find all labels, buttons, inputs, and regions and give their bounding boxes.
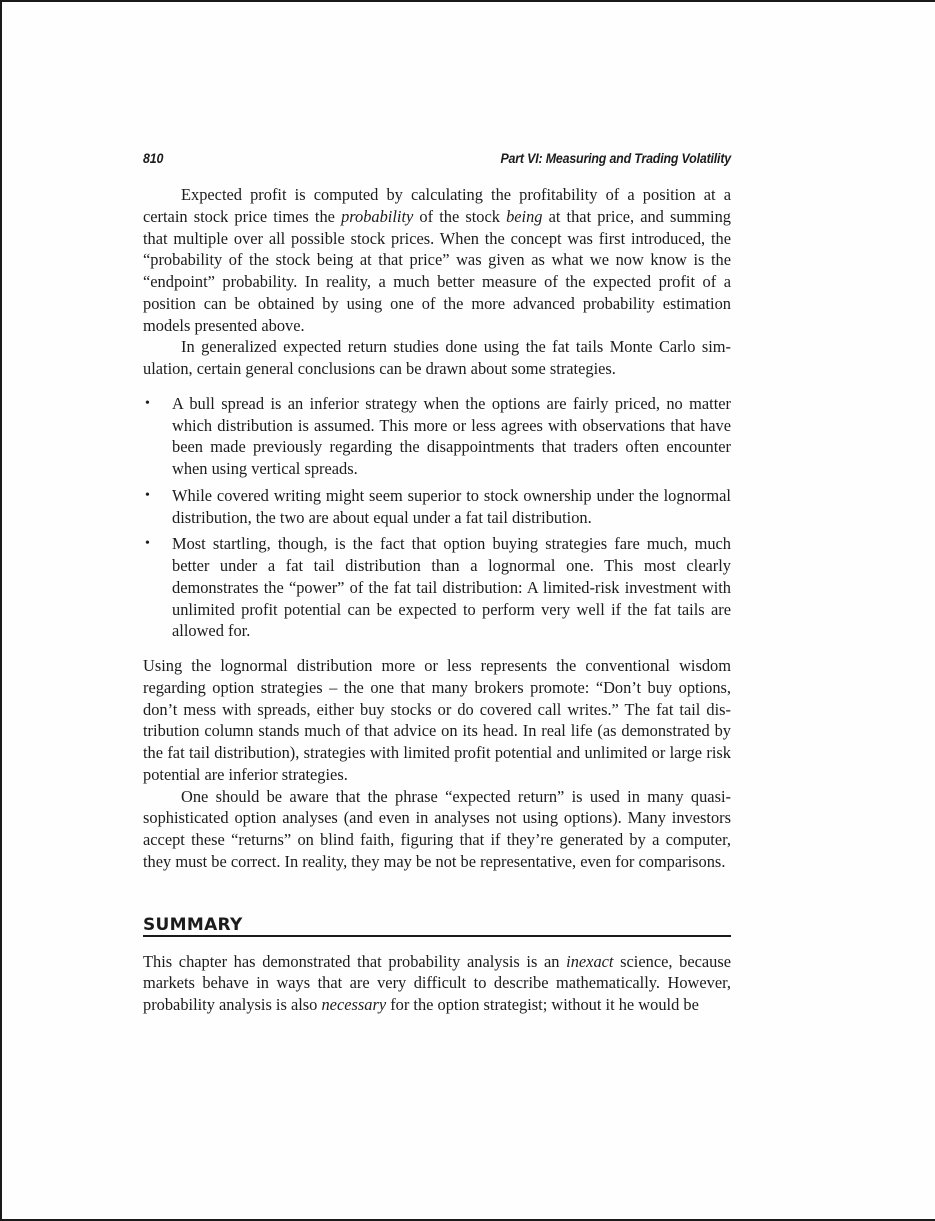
page-number: 810 [143, 151, 164, 166]
paragraph-expected-return-caution: One should be aware that the phrase “expected return” is used in many quasisophisticated option analyses (and even in analyses not using options). Many investors accept these “returns” on blind faith, figuring that if they’re generated by a computer, they must be correct. In reality, they may be not be representative, even for comparisons. [143, 786, 731, 871]
paragraph-summary [143, 951, 731, 1016]
section-heading-summary: SUMMARY [143, 915, 731, 937]
text-span: Expected profit is computed by calculating the profitability of a position at a certain stock price times the [143, 185, 731, 226]
text-span: science, because markets behave in ways that are very difficult to describe mathematically. However, probability analysis is also [143, 951, 731, 1014]
emphasis-necessary: necessary [321, 995, 387, 1014]
bullet-icon: • [145, 487, 150, 503]
emphasis-inexact: inexact [566, 951, 614, 971]
text-span: at that price, and summing that multiple over all possible stock prices. When the concept was first introduced, the “probability of the stock being at that price” was given as what we now know is the “endpoint” probability. In reality, a much better measure of the expected profit of a position can be obtained by using one of the more advanced probability estimation models presented above. [143, 206, 732, 335]
bullet-icon: • [145, 536, 150, 552]
text-span: This chapter has demonstrated that probability analysis is an [143, 951, 567, 971]
bullet-icon: • [145, 395, 150, 411]
list-item [143, 485, 731, 529]
paragraph-expected-profit [143, 184, 731, 336]
text-span: for the option strategist; without it he would be [386, 995, 699, 1014]
paragraph-generalized-studies: In generalized expected return studies done using the fat tails Monte Carlo simulation, certain general conclusions can be drawn about some strategies. [143, 337, 731, 378]
list-item [143, 393, 731, 480]
emphasis-being: being [506, 206, 543, 226]
emphasis-probability: probability [341, 206, 414, 226]
running-header [143, 148, 731, 172]
paragraph-lognormal-wisdom: Using the lognormal distribution more or less represents the conventional wisdom regarding option strategies – the one that many brokers promote: “Don’t buy options, don’t mess with spreads, either buy stocks or do covered call writes.” The fat tail distribution column stands much of that advice on its head. In real life (as demonstrated by the fat tail distribution), strategies with limited profit potential and unlimited or large risk potential are inferior strategies. [143, 656, 731, 784]
list-item-text: While covered writing might seem superior to stock ownership under the lognormal distribution, the two are about equal under a fat tail distribution. [172, 485, 731, 527]
list-item [143, 533, 731, 642]
list-item-text: A bull spread is an inferior strategy when the options are fairly priced, no matter which distribution is assumed. This more or less agrees with observations that have been made previously regarding the disappointments that traders often encounter when using vertical spreads. [172, 393, 731, 478]
running-title: Part VI: Measuring and Trading Volatility [500, 151, 732, 166]
text-span: of the stock [413, 206, 507, 226]
list-item-text: Most startling, though, is the fact that option buying strategies fare much, much better under a fat tail distribution than a lognormal one. This most clearly demonstrates the “power” of the fat tail distribution: A limited-risk investment with unlimited profit potential can be expected to perform very well if the fat tails are allowed for. [172, 534, 731, 641]
conclusions-list [143, 393, 731, 642]
page-content [143, 148, 731, 1016]
